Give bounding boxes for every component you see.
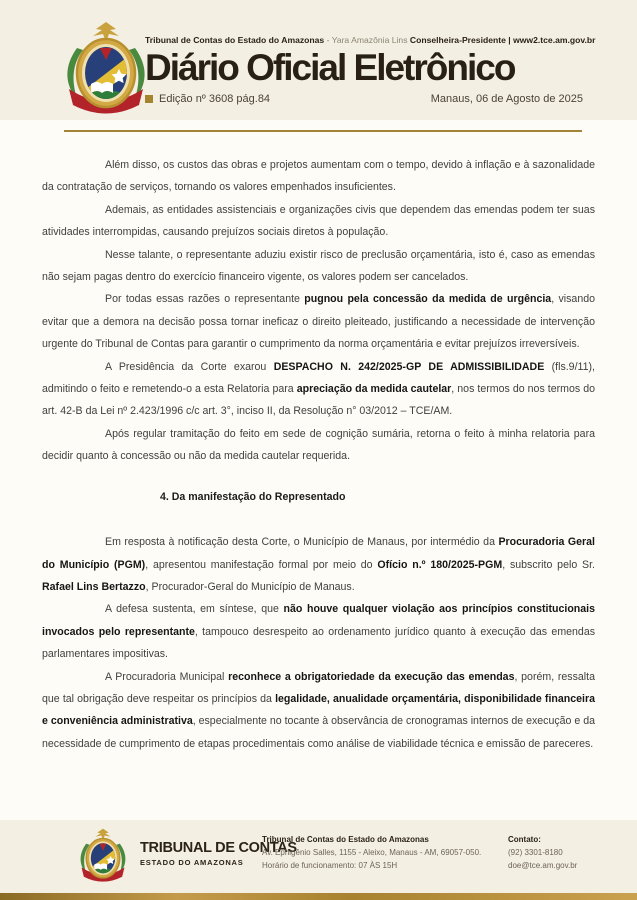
tagline-org: Tribunal de Contas do Estado do Amazonas [145, 35, 325, 45]
footer-contact-label: Contato: [508, 835, 541, 844]
footer-address: Av. Ephigênio Salles, 1155 - Aleixo, Manaus - AM, 69057-050. [262, 848, 482, 857]
paragraph: Após regular tramitação do feito em sede de cognição sumária, retorna o feito à minha relatoria para decidir quanto à concessão ou não da medida cautelar requerida. [42, 427, 595, 463]
paragraph: Em resposta à notificação desta Corte, o Município de Manaus, por intermédio da Procuradoria Geral do Município (PGM), apresentou manifestação formal por meio do Ofício n.º 180/2025-PGM, subscrito pelo Sr. Rafael Lins Bertazzo, Procurador-Geral do Município de Manaus. [42, 536, 595, 593]
gold-square-bullet-icon [145, 95, 153, 103]
footer-org-column [262, 833, 481, 872]
footer-phone: (92) 3301-8180 [508, 848, 563, 857]
header [0, 0, 637, 120]
tagline-president-title: Conselheira-Presidente | www2.tce.am.gov.br [409, 35, 596, 45]
footer [0, 820, 637, 893]
footer-brand-title: TRIBUNAL DE CONTAS [140, 840, 297, 856]
paragraph: Nesse talante, o representante aduziu existir risco de preclusão orçamentária, isto é, caso as emendas não sejam pagas dentro do exercício financeiro vigente, os valores podem ser cancelados. [42, 248, 595, 284]
footer-contact-column [508, 833, 577, 872]
paragraph: A Procuradoria Municipal reconhece a obrigatoriedade da execução das emendas, porém, ressalta que tal obrigação deve respeitar os princípios da legalidade, anualidade orçamentária, disponibilidade financeira e conveniência administrativa, especialmente no tocante à observância de cronogramas internos de execução e da necessidade de cumprimento de etapas procedimentais como análise de viabilidade técnica e emissão de pareceres. [42, 670, 595, 750]
edition-row [145, 93, 583, 105]
gazette-title: Diário Oficial Eletrônico [145, 47, 515, 88]
paragraph: Por todas essas razões o representante pugnou pela concessão da medida de urgência, visando evitar que a demora na decisão possa tornar ineficaz o direito pleiteado, justificando a necessidade de intervenção urgente do Tribunal de Contas para garantir o cumprimento da norma orçamentária e evitar prejuízos irreversíveis. [42, 293, 596, 351]
paragraph: Ademais, as entidades assistenciais e organizações civis que dependem das emendas podem ter suas atividades interrompidas, causando prejuízos sociais diretos à população. [42, 203, 595, 239]
edition-label: Edição nº 3608 pág.84 [159, 93, 271, 105]
paragraph: A Presidência da Corte exarou DESPACHO N. 242/2025-GP DE ADMISSIBILIDADE (fls.9/11), admitindo o feito e remetendo-o a esta Relatoria para apreciação da medida cautelar, nos termos do nos termos do art. 42-B da Lei nº 2.423/1996 c/c art. 3°, inciso II, da Resolução n° 03/2012 – TCE/AM. [42, 360, 595, 418]
edition-date: Manaus, 06 de Agosto de 2025 [430, 93, 583, 105]
tce-coat-of-arms-icon [74, 828, 132, 886]
header-tagline [145, 35, 596, 46]
edition-info [145, 93, 270, 105]
header-text-block [145, 35, 596, 105]
paragraph: Além disso, os custos das obras e projetos aumentam com o tempo, devido à inflação e à sazonalidade da contratação de serviços, tornando os valores empenhados insuficientes. [42, 159, 595, 194]
section-heading: 4. Da manifestação do Representado [160, 490, 346, 503]
paragraph: A defesa sustenta, em síntese, que não houve qualquer violação aos princípios constitucionais invocados pelo representante, tampouco desrespeito ao ordenamento jurídico quanto à execução das emendas parlamentares impositivas. [42, 603, 596, 661]
header-divider [64, 130, 582, 132]
tagline-president-name: - Yara Amazônia Lins [324, 35, 410, 45]
document-body [42, 154, 595, 755]
footer-hours: Horário de funcionamento: 07 ÀS 15H [262, 861, 398, 870]
footer-org-name: Tribunal de Contas do Estado do Amazonas [262, 835, 429, 844]
footer-email: doe@tce.am.gov.br [508, 861, 578, 870]
tce-coat-of-arms-icon [56, 21, 156, 121]
footer-brand-subtitle: ESTADO DO AMAZONAS [140, 858, 244, 867]
footer-gold-bar [0, 893, 637, 900]
